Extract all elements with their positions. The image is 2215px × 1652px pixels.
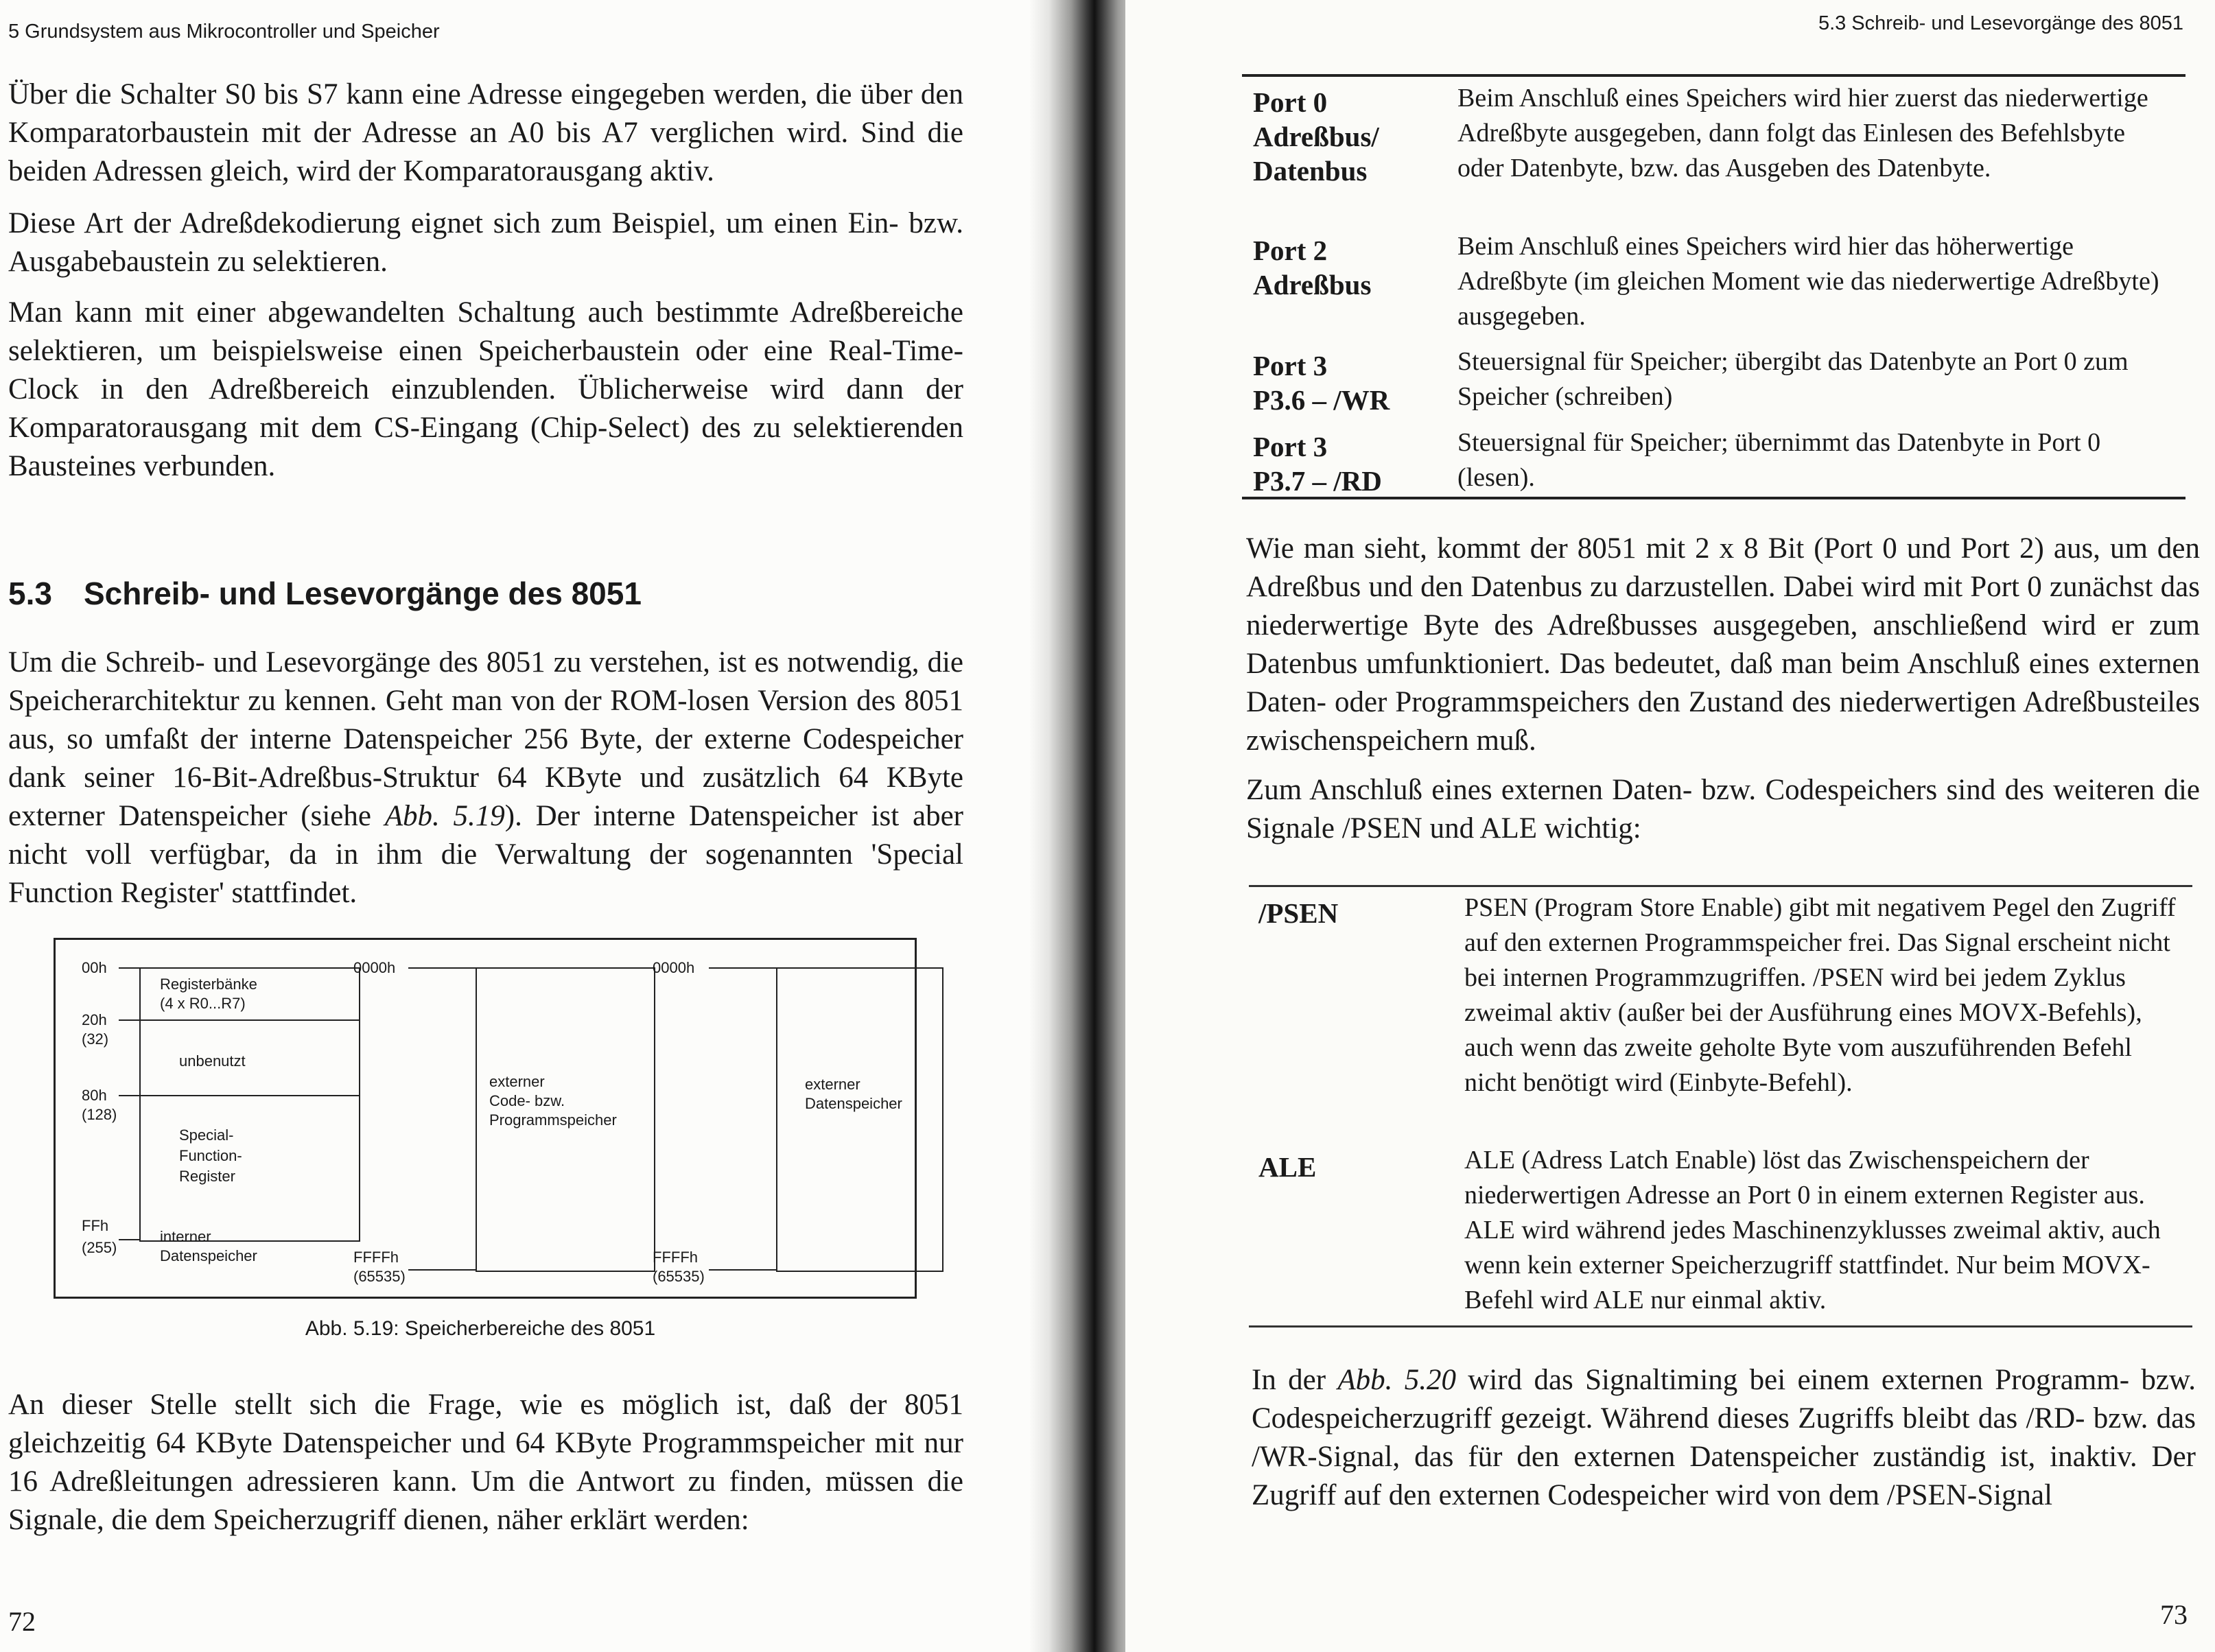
block-label: Special-	[179, 1126, 234, 1144]
address-decimal: (128)	[82, 1106, 117, 1123]
address-label: FFFFh	[353, 1249, 399, 1266]
section-heading	[8, 575, 642, 612]
memory-label: externer	[805, 1076, 860, 1093]
signal-description: ALE (Adress Latch Enable) löst das Zwischenspeichern der niederwertigen Adresse an Port 0 in einem externen Register aus. ALE wird während jedes Maschinenzyklusses zweimal aktiv, auch wenn kein externer Speicherzugriff stattfindet. Nur beim MOVX-Befehl wird ALE nur einmal aktiv.	[1464, 1146, 2161, 1314]
signal-term: ALE	[1258, 1151, 1317, 1183]
paragraph: An dieser Stelle stellt sich die Frage, wie es möglich ist, daß der 8051 gleichzeitig 64 KByte Datenspeicher und 64 KByte Programmspeicher mit nur 16 Adreßleitungen adressieren kann. Um die Antwort zu finden, müssen die Signale, die dem Speicherzugriff dienen, näher erklärt werden:	[8, 1389, 963, 1536]
table-top-rule	[1242, 74, 2185, 77]
paragraph: Diese Art der Adreßdekodierung eignet sich zum Beispiel, um einen Ein- bzw. Ausgabebaustein zu selektieren.	[8, 207, 963, 278]
address-label: 0000h	[353, 959, 396, 976]
port-term: Port 3 P3.7 – /RD	[1253, 431, 1382, 497]
signal-term: /PSEN	[1258, 897, 1339, 929]
block-label: Function-	[179, 1147, 242, 1164]
memory-label: interner	[160, 1228, 211, 1245]
address-label: 00h	[82, 959, 107, 976]
address-label: 80h	[82, 1087, 107, 1104]
block-label: (4 x R0...R7)	[160, 995, 246, 1012]
address-decimal: (65535)	[653, 1268, 705, 1285]
block-label: unbenutzt	[179, 1052, 246, 1070]
block-label: Register	[179, 1168, 235, 1185]
port-description: Steuersignal für Speicher; übernimmt das Datenbyte in Port 0 (lesen).	[1457, 428, 2101, 492]
port-term: Port 0 Adreßbus/ Datenbus	[1253, 86, 1379, 187]
address-label: FFFFh	[653, 1249, 698, 1266]
paragraph: Wie man sieht, kommt der 8051 mit 2 x 8 Bit (Port 0 und Port 2) aus, um den Adreßbus und den Datenbus zu darzustellen. Dabei wird mit Port 0 zunächst das niederwertige Byte des Adreßbusses ausgegeben, anschließend wird er zum Datenbus umfunktioniert. Das bedeutet, daß man beim Anschluß eines externen Daten- oder Programmspeichers den Zustand des niederwertigen Adreßbusteiles zwischenspeichern muß.	[1246, 532, 2200, 757]
memory-label: Datenspeicher	[160, 1247, 257, 1264]
port-description: Beim Anschluß eines Speichers wird hier das höherwertige Adreßbyte (im gleichen Moment wie das niederwertige Adreßbyte) ausgegeben.	[1457, 232, 2159, 331]
port-description: Beim Anschluß eines Speichers wird hier zuerst das niederwertige Adreßbyte ausgegeben, dann folgt das Einlesen des Befehlsbyte oder Datenbyte, bzw. das Ausgeben des Datenbyte.	[1457, 84, 2148, 182]
signal-description: PSEN (Program Store Enable) gibt mit negativem Pegel den Zugriff auf den externen Programmspeicher frei. Das Signal erscheint nicht bei internen Programmzugriffen. /PSEN wird bei jedem Zyklus zweimal aktiv (außer bei der Ausführung eines MOVX-Befehls), auch wenn das zweite geholte Byte vom auszuführenden Befehl nicht benötigt wird (Einbyte-Befehl).	[1464, 893, 2176, 1097]
port-term: Port 2 Adreßbus	[1253, 235, 1372, 300]
table-bottom-rule	[1249, 1325, 2192, 1328]
memory-label: externer	[489, 1073, 545, 1090]
address-label: FFh	[82, 1217, 109, 1234]
paragraph: Über die Schalter S0 bis S7 kann eine Adresse eingegeben werden, die über den Komparatorbaustein mit der Adresse an A0 bis A7 verglichen wird. Sind die beiden Adressen gleich, wird der Komparatorausgang aktiv.	[8, 78, 963, 187]
section-number: 5.3	[8, 576, 52, 611]
address-label: 0000h	[653, 959, 695, 976]
port-description: Steuersignal für Speicher; übergibt das Datenbyte an Port 0 zum Speicher (schreiben)	[1457, 347, 2129, 411]
paragraph: Man kann mit einer abgewandelten Schaltung auch bestimmte Adreßbereiche selektieren, um beispielsweise einen Speicherbaustein oder eine Real-Time-Clock in den Adreßbereich einzublenden. Üblicherweise wird dann der Komparatorausgang mit dem CS-Eingang (Chip-Select) des zu selektierenden Bausteines verbunden.	[8, 296, 963, 482]
external-data-memory-block	[776, 967, 944, 1272]
block-label: Registerbänke	[160, 976, 257, 993]
memory-label: Datenspeicher	[805, 1095, 902, 1112]
running-head: 5.3 Schreib- und Lesevorgänge des 8051	[1818, 12, 2183, 34]
port-term: Port 3 P3.6 – /WR	[1253, 350, 1390, 416]
paragraph: In der Abb. 5.20 wird das Signaltiming bei einem externen Programm- bzw. Codespeicherzugriff gezeigt. Während dieses Zugriffs bleibt das /RD- bzw. das /WR-Signal, das für den externen Datenspeicher zuständig ist, inaktiv. Der Zugriff auf den externen Codespeicher wird von dem /PSEN-Signal	[1252, 1364, 2196, 1511]
figure-caption: Abb. 5.19: Speicherbereiche des 8051	[305, 1317, 656, 1340]
table-bottom-rule	[1242, 497, 2185, 499]
memory-label: Programmspeicher	[489, 1111, 617, 1129]
paragraph: Zum Anschluß eines externen Daten- bzw. Codespeichers sind des weiteren die Signale /PSEN und ALE wichtig:	[1246, 774, 2200, 845]
address-decimal: (255)	[82, 1239, 117, 1256]
address-decimal: (32)	[82, 1030, 109, 1048]
figure-reference: Abb. 5.20	[1337, 1364, 1456, 1396]
memory-label: Code- bzw.	[489, 1092, 565, 1109]
address-label: 20h	[82, 1011, 107, 1028]
section-paragraph: Um die Schreib- und Lesevorgänge des 8051 zu verstehen, ist es notwendig, die Speicherarchitektur zu kennen. Geht man von der ROM-losen Version des 8051 aus, so umfaßt der interne Datenspeicher 256 Byte, der externe Codespeicher dank seiner 16-Bit-Adreßbus-Struktur 64 KByte und zusätzlich 64 KByte externer Datenspeicher (siehe Abb. 5.19). Der interne Datenspeicher ist aber nicht voll verfügbar, da in ihm die Verwaltung der sogenannten 'Special Function Register' stattfindet.	[8, 646, 963, 909]
address-decimal: (65535)	[353, 1268, 406, 1285]
table-top-rule	[1249, 885, 2192, 887]
page-number: 73	[2160, 1599, 2188, 1630]
figure-reference: Abb. 5.19	[384, 800, 505, 832]
left-page	[0, 0, 1062, 1652]
right-page	[1125, 0, 2215, 1652]
page-number: 72	[8, 1606, 36, 1637]
section-title: Schreib- und Lesevorgänge des 8051	[83, 576, 642, 611]
running-head: 5 Grundsystem aus Mikrocontroller und Speicher	[8, 21, 440, 43]
memory-map-figure	[54, 938, 917, 1299]
